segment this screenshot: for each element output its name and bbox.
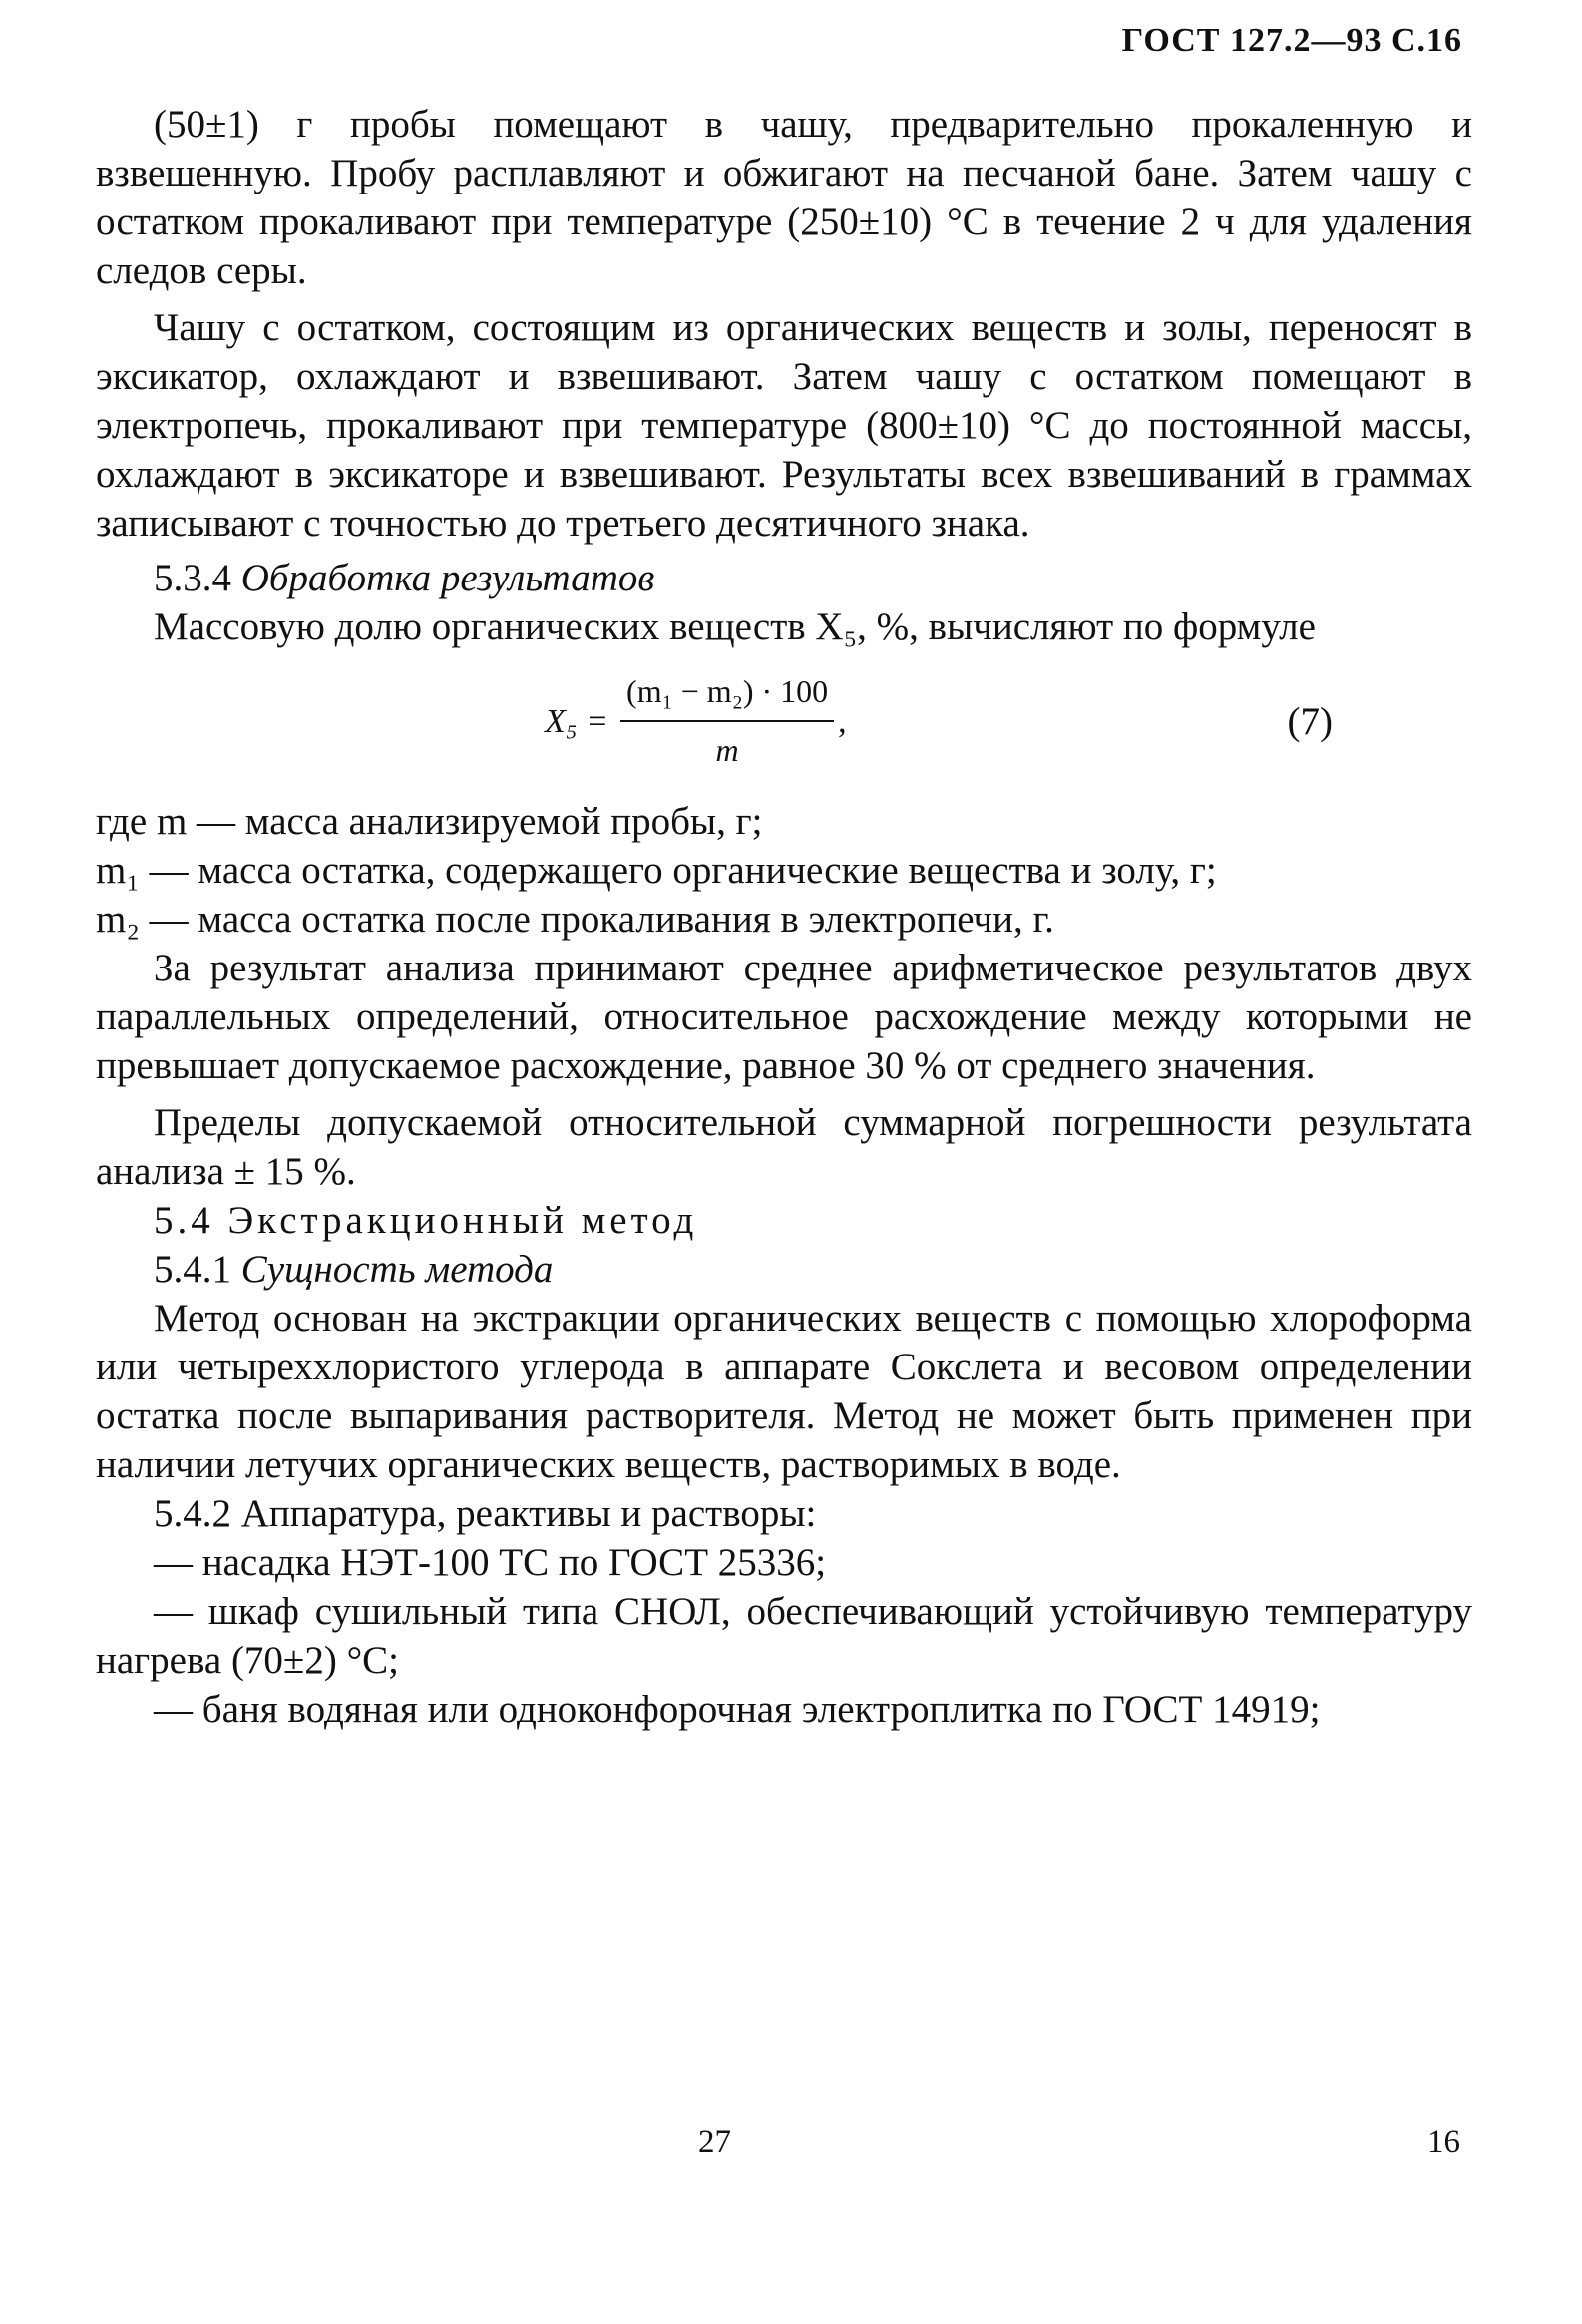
section-5-4-2-heading: 5.4.2 Аппаратура, реактивы и растворы: <box>154 1492 817 1535</box>
section-5-4-1-heading <box>96 1245 1472 1294</box>
paragraph-formula-intro: Массовую долю органических веществ X₅, %, вычисляют по формуле <box>154 605 1316 648</box>
paragraph-ignition-procedure: Чашу с остатком, состоящим из органических веществ и золы, переносят в эксикатор, охлаждают и взвешивают. Затем чашу с остатком помещают в электропечь, прокаливают при температуре (800±10) °С до постоянной массы, охлаждают в эксикаторе и взвешивают. Результаты всех взвешиваний в граммах записывают с точностью до третьего десятичного знака. <box>96 306 1472 545</box>
section-number: 5.4.1 <box>154 1248 231 1291</box>
formula-lhs: X₅ = <box>545 702 609 740</box>
list-item-nozzle: — насадка НЭТ-100 ТС по ГОСТ 25336; <box>154 1541 827 1584</box>
list-item-drying-cabinet: — шкаф сушильный типа СНОЛ, обеспечивающий устойчивую температуру нагрева (70±2) °С; <box>96 1590 1472 1682</box>
document-body <box>96 100 1472 1734</box>
section-5-3-4-heading <box>96 554 1472 602</box>
definition-m: где m — масса анализируемой пробы, г; <box>96 800 763 843</box>
section-number: 5.3.4 <box>154 557 231 599</box>
paragraph-result-average: За результат анализа принимают среднее арифметическое результатов двух параллельных определений, относительное расхождение между которыми не превышает допускаемое расхождение, равное 30 % от среднего значения. <box>96 947 1472 1087</box>
footer-center-number: 27 <box>698 2125 731 2160</box>
formula-trail: , <box>838 702 847 740</box>
formula-7 <box>545 667 847 775</box>
footer-page-number: 16 <box>1427 2125 1460 2160</box>
section-title: Сущность метода <box>240 1248 554 1291</box>
definition-m2: m₂ — масса остатка после прокаливания в электропечи, г. <box>96 898 1054 941</box>
formula-numerator: (m₁ − m₂) · 100 <box>620 667 834 722</box>
section-5-4-heading: 5.4 Экстракционный метод <box>154 1199 698 1242</box>
definition-m1: m₁ — масса остатка, содержащего органические вещества и золу, г; <box>96 849 1217 892</box>
paragraph-method-essence: Метод основан на экстракции органических веществ с помощью хлороформа или четыреххлористого углерода в аппарате Сокслета и весовом определении остатка после выпаривания растворителя. Метод не может быть применен при наличии летучих органических веществ, растворимых в воде. <box>96 1297 1472 1486</box>
formula-block <box>96 667 1472 787</box>
list-item-water-bath: — баня водяная или одноконфорочная электроплитка по ГОСТ 14919; <box>154 1688 1321 1731</box>
formula-denominator: m <box>715 732 739 768</box>
page-header: ГОСТ 127.2—93 С.16 <box>1121 22 1462 59</box>
paragraph-sample-preparation: (50±1) г пробы помещают в чашу, предварительно прокаленную и взвешенную. Пробу расплавляют и обжигают на песчаной бане. Затем чашу с остатком прокаливают при температуре (250±10) °С в течение 2 ч для удаления следов серы. <box>96 103 1472 292</box>
formula-number: (7) <box>1287 700 1333 743</box>
paragraph-error-limits: Пределы допускаемой относительной суммарной погрешности результата анализа ± 15 %. <box>96 1101 1472 1193</box>
formula-fraction <box>620 667 834 775</box>
section-title: Обработка результатов <box>240 557 655 599</box>
